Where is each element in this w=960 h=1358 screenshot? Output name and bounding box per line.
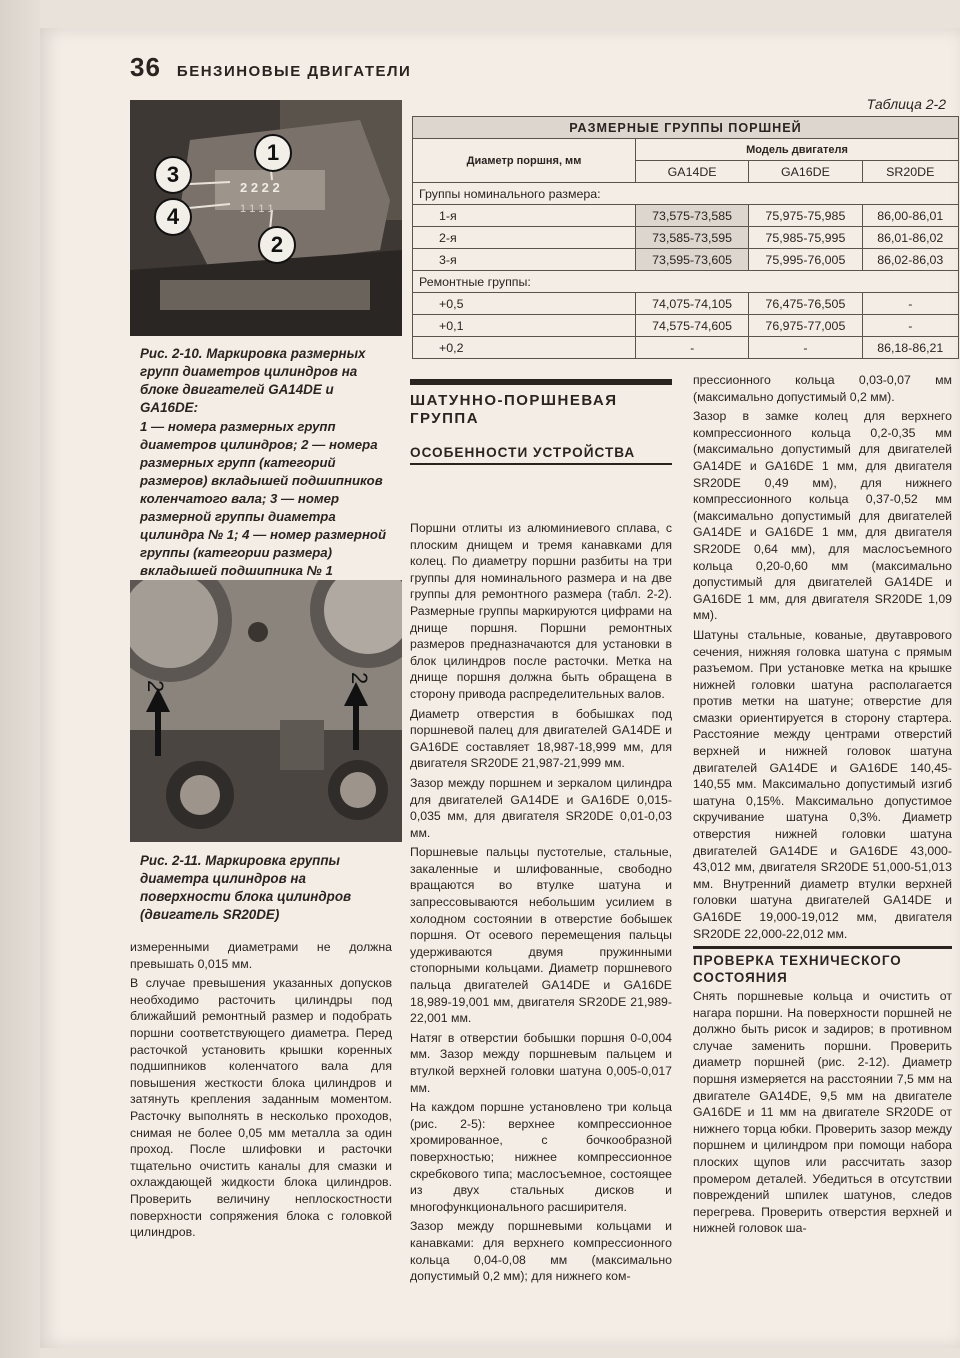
figure-2-11-caption: Рис. 2-11. Маркировка группы диаметра цилиндров на поверхности блока цилиндров (двигатель SR20DE)	[140, 853, 352, 922]
callout-3: 3	[154, 156, 192, 194]
paragraph: прессионного кольца 0,03-0,07 мм (максимально допустимый 0,2 мм).	[693, 373, 952, 404]
table-title-row	[413, 117, 959, 139]
table-cell: 75,985-75,995	[749, 227, 862, 249]
row-label: 1-я	[413, 205, 636, 227]
figure-2-10-description: 1 — номера размерных групп диаметров цилиндров; 2 — номера размерных групп (категорий размеров) вкладышей подшипников коленчатого вала; 3 — номер размерной группы диаметра цилиндра № 1; 4 — номер размерной группы (категории размера) вкладышей подшипника № 1	[140, 419, 387, 578]
callout-1: 1	[254, 134, 292, 172]
table-cell: 74,075-74,105	[636, 293, 749, 315]
table-row	[413, 337, 959, 359]
paragraph: Зазор между поршневыми кольцами и канавками: для верхнего компрессионного кольца 0,04-0,08 мм (максимально допустимый 0,2 мм); для нижнего ком-	[410, 1219, 672, 1284]
paragraph: Натяг в отверстии бобышки поршня 0-0,004 мм. Зазор между поршневым пальцем и втулкой верхней головки шатуна 0,005-0,017 мм.	[410, 1030, 672, 1095]
paragraph: Зазор между поршнем и зеркалом цилиндра для двигателей GA14DE и GA16DE 0,015-0,035 мм, для двигателя SR20DE 0,01-0,03 мм.	[410, 775, 672, 840]
table-row	[413, 315, 959, 337]
page-gutter-shadow	[0, 0, 40, 1358]
table-row	[413, 249, 959, 271]
page-header	[130, 52, 411, 83]
repair-groups-label: Ремонтные группы:	[413, 271, 959, 293]
table-cell: -	[636, 337, 749, 359]
table-cell: 76,475-76,505	[749, 293, 862, 315]
right-column-text-2	[693, 988, 952, 1240]
table-header-row-1	[413, 139, 959, 161]
table-cell: 73,585-73,595	[636, 227, 749, 249]
right-column-text	[693, 372, 952, 945]
row-label: +0,1	[413, 315, 636, 337]
table-row	[413, 227, 959, 249]
figure-2-10-photo	[130, 100, 402, 336]
paragraph: Диаметр отверстия в бобышках под поршневой палец для двигателей GA14DE и GA16DE составляет 18,987-18,999 мм, для двигателя SR20DE 21,987-21,999 мм.	[410, 706, 672, 771]
figure-2-11-photo	[130, 580, 402, 842]
cylinder-block-photo-illustration	[130, 580, 402, 842]
table-cell: 86,02-86,03	[862, 249, 958, 271]
table-cell: -	[862, 293, 958, 315]
column-label-piston-diameter: Диаметр поршня, мм	[413, 139, 636, 183]
figure2-mark-left: 2	[143, 680, 168, 693]
paragraph: Поршни отлиты из алюминиевого сплава, с плоским днищем и тремя канавками для колец. По диаметру поршни разбиты на три группы для номинального размера и на две группы для ремонтного размера (табл. 2-2). Размерные группы маркируются цифрами на днище поршня. Поршни ремонтных размеров предназначаются для установки в блок цилиндров после расточки. Метка на днище поршня должна быть обращена в сторону привода распределительных валов.	[410, 521, 672, 701]
piston-size-groups-table	[412, 116, 959, 359]
table-cell: 75,995-76,005	[749, 249, 862, 271]
table-title: РАЗМЕРНЫЕ ГРУППЫ ПОРШНЕЙ	[413, 117, 959, 139]
table-row	[413, 293, 959, 315]
callout-4: 4	[154, 198, 192, 236]
table-cell: -	[862, 315, 958, 337]
figure-2-10-caption: Рис. 2-10. Маркировка размерных групп диаметров цилиндров на блоке двигателей GA14DE и GA16DE:	[140, 346, 366, 415]
left-column-text	[130, 939, 392, 1244]
table-cell: -	[749, 337, 862, 359]
paragraph: В случае превышения указанных допусков необходимо расточить цилиндры под ближайший ремонтный размер и подобрать поршни соответствующего диаметра. Перед расточкой установить крышки коренных подшипников коленчатого вала для повышения жесткости блока цилиндров и затянуть крепления заданным моментом. Расточку выполнять в несколько проходов, снимая не более 0,05 мм металла за один проход. После шлифовки и расточки тщательно очистить каналы для смазки и охлаждающей жидкости блока цилиндров. Проверить величину неплоскостности поверхности сопряжения блока с головкой цилиндров.	[130, 976, 392, 1240]
repair-groups-label-row	[413, 271, 959, 293]
nominal-groups-label: Группы номинального размера:	[413, 183, 959, 205]
paragraph: Поршневые пальцы пустотелые, стальные, закаленные и шлифованные, свободно вращаются во втулке шатуна и запрессовываются небольшим усилием в холодном состоянии в отверстие бобышек поршня. От осевого перемещения пальцы удерживаются двумя пружинными стопорными кольцами. Диаметр поршневого пальца двигателей GA14DE и GA16DE 18,989-19,001 мм, двигателя SR20DE 21,989-22,001 мм.	[410, 845, 672, 1026]
section-title-inspection: ПРОВЕРКА ТЕХНИЧЕСКОГО СОСТОЯНИЯ	[693, 953, 902, 985]
row-label: +0,2	[413, 337, 636, 359]
model-ga16de: GA16DE	[749, 161, 862, 183]
table-cell: 86,00-86,01	[862, 205, 958, 227]
table-cell: 74,575-74,605	[636, 315, 749, 337]
table-cell: 73,595-73,605	[636, 249, 749, 271]
running-title: БЕНЗИНОВЫЕ ДВИГАТЕЛИ	[176, 63, 412, 80]
paragraph: Зазор в замке колец для верхнего компрессионного кольца 0,2-0,35 мм (максимально допустимый для двигателей GA14DE и GA16DE 1 мм, для двигателя SR20DE 0,49 мм), для нижнего компрессионного кольца 0,37-0,52 мм (максимально допустимый для двигателей GA14DE и GA16DE 1 мм, для двигателя SR20DE 0,64 мм), для маслосъемного кольца 0,20-0,60 мм (максимально допустимый для двигателей GA14DE и GA16DE 1 мм, для двигателя SR20DE 1,09 мм).	[693, 409, 952, 623]
table-cell: 75,975-75,985	[749, 205, 862, 227]
paragraph: измеренными диаметрами не должна превышать 0,015 мм.	[130, 940, 392, 971]
model-sr20de: SR20DE	[862, 161, 958, 183]
figure1-digits-row2: 1 1 1 1	[240, 203, 274, 215]
row-label: +0,5	[413, 293, 636, 315]
nominal-groups-label-row	[413, 183, 959, 205]
section-rule	[693, 946, 952, 949]
callout-2: 2	[258, 226, 296, 264]
table-cell: 73,575-73,585	[636, 205, 749, 227]
figure2-mark-right: 2	[347, 672, 372, 685]
model-ga14de: GA14DE	[636, 161, 749, 183]
page-number: 36	[130, 52, 161, 82]
model-header: Модель двигателя	[636, 139, 959, 161]
section-rule	[410, 379, 672, 385]
table-caption: Таблица 2-2	[866, 96, 946, 112]
row-label: 3-я	[413, 249, 636, 271]
table-cell: 86,01-86,02	[862, 227, 958, 249]
middle-column-text	[410, 520, 672, 1288]
row-label: 2-я	[413, 227, 636, 249]
paragraph: На каждом поршне установлено три кольца (рис. 2-5): верхнее компрессионное хромированное, с бочкообразной поверхностью; нижнее компрессионное скребкового типа; маслосъемное, состоящее из двух стальных дисков и многофункционального расширителя.	[410, 1100, 672, 1214]
subsection-title-design: ОСОБЕННОСТИ УСТРОЙСТВА	[410, 445, 672, 465]
paragraph: Снять поршневые кольца и очистить от нагара поршни. На поверхности поршней не должно быть рисок и задиров; в противном случае заменить поршни. Проверить диаметр поршней (рис. 2-12). Диаметр поршня измеряется на расстоянии 7,5 мм на двигателе GA14DE, 9,5 мм на двигателе GA16DE и 11 мм на двигателе SR20DE от нижнего торца юбки. Проверить зазор между поршнем и цилиндром при помощи набора плоских щупов или рассчитать зазор промером деталей. Убедиться в отсутствии повреждений шпилек шатунов, следов перегрева. Проверить отверстия верхней и нижней головок ша-	[693, 989, 952, 1236]
table-cell: 76,975-77,005	[749, 315, 862, 337]
table-cell: 86,18-86,21	[862, 337, 958, 359]
section-title-piston-group: ШАТУННО-ПОРШНЕВАЯ ГРУППА	[410, 392, 618, 427]
paragraph: Шатуны стальные, кованые, двутаврового сечения, нижняя головка шатуна с прямым разъемом. При установке метка на крышке нижней головки шатуна располагается против метки на шатуне; отверстие для смазки ориентируется в сторону стартера. Расстояние между центрами отверстий верхней и нижней головок шатуна двигателей GA14DE и GA16DE 140,45-140,55 мм. Максимально допустимый изгиб шатуна 0,15%. Максимально допустимое скручивание шатуна 0,3%. Диаметр отверстия нижней головки шатуна двигателей GA14DE и GA16DE 43,000-43,012 мм, двигателя SR20DE 51,000-51,013 мм. Внутренний диаметр втулки верхней головки шатуна двигателей GA14DE и GA16DE 19,000-19,012 мм, двигателя SR20DE 22,000-22,012 мм.	[693, 627, 952, 941]
figure1-digits-row1: 2 2 2 2	[240, 180, 280, 195]
table-row	[413, 205, 959, 227]
